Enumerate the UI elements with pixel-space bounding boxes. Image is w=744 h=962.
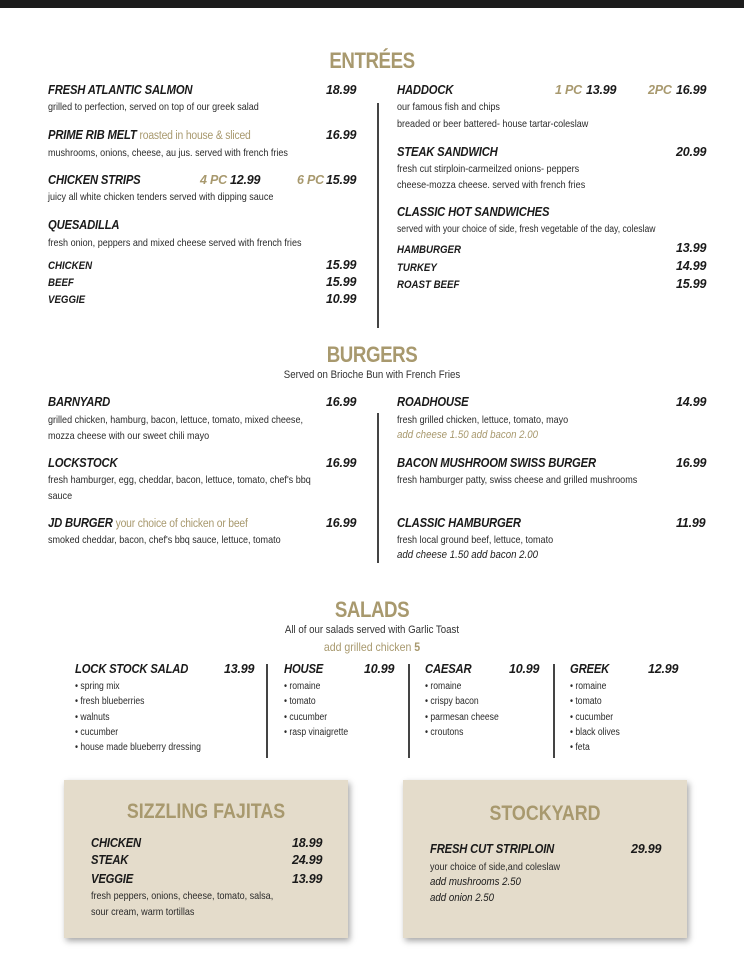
hot-sandwich-option-name: ROAST BEEF (397, 279, 460, 291)
lockstock-desc: sauce (48, 490, 73, 502)
haddock-opt2-price: 16.99 (676, 83, 707, 97)
striploin-desc: your choice of side,and coleslaw (430, 861, 561, 873)
quesadilla-option-name: BEEF (48, 277, 74, 289)
fajitas-desc: sour cream, warm tortillas (91, 906, 195, 918)
salad-ingredient: • croutons (425, 726, 464, 738)
quesadilla-name: QUESADILLA (48, 218, 120, 232)
prime-rib-title: PRIME RIB MELT (48, 128, 137, 142)
hot-sandwich-option-name: TURKEY (397, 262, 437, 274)
salad-price: 13.99 (224, 662, 255, 676)
salad-ingredient: • tomato (570, 696, 602, 708)
prime-rib-note: roasted in house & sliced (139, 130, 251, 142)
steak-sandwich-desc: cheese-mozza cheese. served with french fries (397, 179, 586, 191)
striploin-price: 29.99 (631, 842, 662, 856)
steak-sandwich-name: STEAK SANDWICH (397, 145, 498, 159)
striploin-addon: add mushrooms 2.50 (430, 876, 521, 888)
salad-ingredient: • cucumber (284, 711, 328, 723)
salad-price: 10.99 (364, 662, 395, 676)
steak-sandwich-desc: fresh cut stirploin-carmeilzed onions- peppers (397, 163, 580, 175)
salads-divider (553, 664, 555, 758)
fajitas-title: SIZZLING FAJITAS (126, 800, 286, 823)
barnyard-price: 16.99 (326, 395, 357, 409)
haddock-opt1-price: 13.99 (586, 83, 617, 97)
fajitas-desc: fresh peppers, onions, cheese, tomato, salsa, (91, 890, 274, 902)
bacon-mushroom-desc: fresh hamburger patty, swiss cheese and grilled mushrooms (397, 474, 638, 486)
menu-page (0, 8, 744, 962)
quesadilla-option-price: 15.99 (326, 258, 357, 272)
salad-name: HOUSE (284, 662, 324, 676)
salad-ingredient: • rasp vinaigrette (284, 726, 349, 738)
roadhouse-price: 14.99 (676, 395, 707, 409)
jd-burger-title: JD BURGER (48, 516, 113, 530)
hot-sandwiches-name: CLASSIC HOT SANDWICHES (397, 205, 550, 219)
lockstock-price: 16.99 (326, 456, 357, 470)
salad-ingredient: • parmesan cheese (425, 711, 499, 723)
fajita-option-name: CHICKEN (91, 836, 141, 850)
haddock-name: HADDOCK (397, 83, 454, 97)
roadhouse-addons: add cheese 1.50 add bacon 2.00 (397, 429, 539, 441)
classic-hamburger-price: 11.99 (676, 516, 706, 530)
haddock-desc: breaded or beer battered- house tartar-coleslaw (397, 118, 589, 130)
salads-addon-price: 5 (414, 640, 421, 654)
classic-hamburger-name: CLASSIC HAMBURGER (397, 516, 521, 530)
chicken-strips-opt1-label: 4 PC (200, 173, 227, 187)
chicken-strips-opt2-price: 15.99 (326, 173, 357, 187)
fajita-option-price: 24.99 (292, 853, 323, 867)
salad-ingredient: • cucumber (570, 711, 614, 723)
hot-sandwich-option-price: 15.99 (676, 277, 707, 291)
salad-name: CAESAR (425, 662, 472, 676)
salads-title: SALADS (334, 597, 410, 622)
classic-hamburger-addons: add cheese 1.50 add bacon 2.00 (397, 549, 539, 561)
fajita-option-price: 18.99 (292, 836, 323, 850)
fajita-option-price: 13.99 (292, 872, 323, 886)
salad-name: GREEK (570, 662, 610, 676)
salad-price: 10.99 (509, 662, 540, 676)
entrees-divider (377, 103, 379, 328)
lockstock-name: LOCKSTOCK (48, 456, 118, 470)
jd-burger-price: 16.99 (326, 516, 357, 530)
prime-rib-name (48, 128, 251, 142)
stockyard-title: STOCKYARD (489, 802, 601, 825)
prime-rib-desc: mushrooms, onions, cheese, au jus. served with french fries (48, 147, 288, 159)
classic-hamburger-desc: fresh local ground beef, lettuce, tomato (397, 534, 554, 546)
salad-ingredient: • fresh blueberries (75, 696, 145, 708)
prime-rib-price: 16.99 (326, 128, 357, 142)
bacon-mushroom-price: 16.99 (676, 456, 707, 470)
salads-addon-text: add grilled chicken (323, 640, 412, 654)
quesadilla-desc: fresh onion, peppers and mixed cheese served with french fries (48, 237, 302, 249)
salad-ingredient: • romaine (425, 681, 462, 692)
salad-ingredient: • house made blueberry dressing (75, 742, 201, 754)
fajitas-box (64, 780, 348, 938)
haddock-opt1-label: 1 PC (555, 83, 582, 97)
hot-sandwich-option-price: 14.99 (676, 259, 707, 273)
fajita-option-name: STEAK (91, 853, 129, 867)
burgers-divider (377, 413, 379, 563)
chicken-strips-desc: juicy all white chicken tenders served with dipping sauce (48, 191, 274, 203)
quesadilla-option-price: 10.99 (326, 292, 357, 306)
fajita-option-name: VEGGIE (91, 872, 134, 886)
salad-ingredient: • spring mix (75, 681, 120, 692)
salad-ingredients (75, 679, 201, 755)
salad-ingredient: • cucumber (75, 726, 119, 738)
hot-sandwich-option-name: HAMBURGER (397, 244, 462, 256)
striploin-name: FRESH CUT STRIPLOIN (430, 842, 555, 856)
salad-ingredient: • tomato (284, 696, 316, 708)
barnyard-desc: mozza cheese with our sweet chili mayo (48, 430, 210, 442)
salad-name: LOCK STOCK SALAD (75, 662, 189, 676)
jd-burger-note: your choice of chicken or beef (115, 518, 248, 530)
bacon-mushroom-name: BACON MUSHROOM SWISS BURGER (397, 456, 596, 470)
salad-ingredient: • black olives (570, 726, 620, 738)
chicken-strips-opt1-price: 12.99 (230, 173, 261, 187)
entrees-title: ENTRÉES (329, 48, 415, 73)
salmon-desc: grilled to perfection, served on top of our greek salad (48, 101, 259, 113)
salmon-name: FRESH ATLANTIC SALMON (48, 83, 193, 97)
salad-ingredient: • crispy bacon (425, 696, 479, 708)
salads-subtitle: All of our salads served with Garlic Toast (284, 624, 460, 636)
salad-ingredient: • romaine (570, 681, 607, 692)
salad-ingredients (425, 679, 499, 740)
jd-burger-desc: smoked cheddar, bacon, chef's bbq sauce, lettuce, tomato (48, 534, 281, 546)
barnyard-name: BARNYARD (48, 395, 111, 409)
salad-price: 12.99 (648, 662, 679, 676)
jd-burger-name (48, 516, 248, 530)
salads-divider (408, 664, 410, 758)
chicken-strips-opt2-label: 6 PC (297, 173, 324, 187)
burgers-subtitle: Served on Brioche Bun with French Fries (283, 369, 461, 381)
haddock-desc: our famous fish and chips (397, 101, 500, 113)
steak-sandwich-price: 20.99 (676, 145, 707, 159)
quesadilla-option-name: CHICKEN (48, 260, 93, 272)
quesadilla-option-price: 15.99 (326, 275, 357, 289)
salad-ingredient: • feta (570, 742, 590, 754)
lockstock-desc: fresh hamburger, egg, cheddar, bacon, lettuce, tomato, chef's bbq (48, 474, 311, 486)
salad-ingredient: • romaine (284, 681, 321, 692)
striploin-addon: add onion 2.50 (430, 892, 495, 904)
burgers-title: BURGERS (326, 342, 418, 367)
hot-sandwiches-desc: served with your choice of side, fresh vegetable of the day, coleslaw (397, 224, 656, 235)
salad-ingredients (284, 679, 348, 740)
salads-divider (266, 664, 268, 758)
roadhouse-name: ROADHOUSE (397, 395, 469, 409)
chicken-strips-name: CHICKEN STRIPS (48, 173, 141, 187)
barnyard-desc: grilled chicken, hamburg, bacon, lettuce, tomato, mixed cheese, (48, 414, 303, 426)
quesadilla-option-name: VEGGIE (48, 294, 86, 306)
roadhouse-desc: fresh grilled chicken, lettuce, tomato, mayo (397, 414, 569, 426)
salad-ingredients (570, 679, 620, 755)
salads-addon (45, 640, 700, 654)
hot-sandwich-option-price: 13.99 (676, 241, 707, 255)
stockyard-box (403, 780, 687, 938)
salmon-price: 18.99 (326, 83, 357, 97)
salad-ingredient: • walnuts (75, 711, 110, 723)
haddock-opt2-label: 2PC (648, 83, 672, 97)
